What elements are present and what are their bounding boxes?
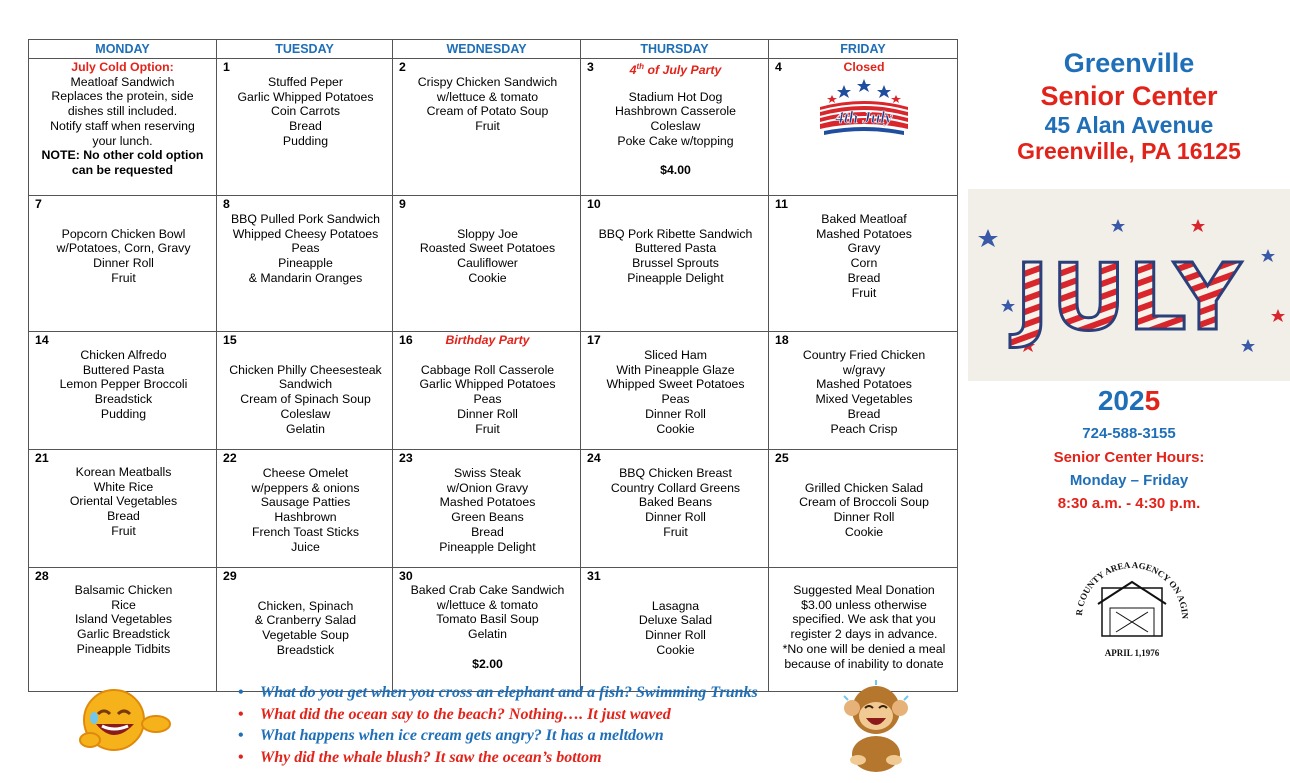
price-label: $2.00 (472, 656, 503, 671)
menu-line: Swiss Steak (454, 466, 521, 480)
menu-line: Coin Carrots (270, 104, 341, 119)
menu-line: Island Vegetables (74, 612, 173, 627)
menu-line: & Mandarin Oranges (248, 270, 363, 285)
day-number: 10 (587, 197, 601, 211)
menu-line: Whipped Sweet Potatoes (606, 377, 745, 392)
menu-line: Korean Meatballs (75, 465, 172, 479)
day-number: 18 (775, 333, 789, 347)
laughing-monkey-icon (836, 676, 916, 776)
menu-line: w/lettuce & tomato (436, 597, 539, 612)
menu-line: Cookie (656, 421, 695, 436)
menu-line: Dinner Roll (833, 510, 895, 525)
day-number: 24 (587, 451, 601, 465)
day-number: 30 (399, 569, 413, 583)
day-cell (393, 450, 581, 568)
menu-line: Cabbage Roll Casserole (420, 362, 555, 377)
donation-line: register 2 days in advance. (790, 627, 938, 642)
donation-line: *No one will be denied a meal (782, 641, 946, 656)
day-number: 9 (399, 197, 406, 211)
menu-line: Pudding (100, 406, 147, 421)
menu-line: Grilled Chicken Salad (804, 480, 924, 495)
joke-item: • What happens when ice cream gets angry? It has a meltdown (236, 725, 758, 747)
menu-line: Breadstick (94, 392, 153, 407)
day-number: 16 (399, 333, 413, 347)
menu-line: Cream of Broccoli Soup (799, 495, 929, 510)
menu-line: Juice (291, 539, 320, 554)
july-banner-image (968, 189, 1290, 381)
menu-line: Dinner Roll (645, 510, 706, 525)
menu-line: Green Beans (451, 510, 524, 525)
menu-line: Cream of Potato Soup (426, 104, 549, 119)
menu-line: BBQ Pulled Pork Sandwich (230, 212, 380, 226)
week-row (29, 196, 958, 332)
menu-line: Country Collard Greens (610, 480, 741, 495)
day-cell (217, 450, 393, 568)
menu-line: dishes still included. (67, 104, 178, 119)
menu-line: Chicken, Spinach (257, 598, 354, 613)
menu-line: Sloppy Joe (457, 226, 518, 241)
menu-line: Tomato Basil Soup (436, 612, 539, 627)
menu-line: Mashed Potatoes (816, 377, 912, 392)
july-banner-text: JULY (1015, 244, 1243, 351)
day-number: 15 (223, 333, 237, 347)
menu-line: Chicken Alfredo (80, 348, 167, 362)
joke-item: • What do you get when you cross an elephant and a fish? Swimming Trunks (236, 682, 758, 704)
day-number: 8 (223, 197, 230, 211)
menu-line: BBQ Pork Ribette Sandwich (598, 226, 753, 241)
laughing-emoji-icon (72, 684, 172, 754)
menu-line: Vegetable Soup (262, 628, 349, 643)
menu-line: Mashed Potatoes (439, 495, 536, 510)
fourth-of-july-badge (814, 77, 914, 139)
menu-line: Popcorn Chicken Bowl (61, 226, 186, 241)
day-cell (581, 568, 769, 692)
day-cell (217, 568, 393, 692)
menu-line: Pineapple Delight (627, 270, 724, 285)
day-number: 4 (775, 60, 782, 74)
menu-line: Bread (847, 270, 881, 285)
day-number: 22 (223, 451, 237, 465)
menu-line: Gelatin (286, 421, 325, 436)
menu-line: Garlic Breadstick (77, 627, 170, 642)
day-cell (581, 196, 769, 332)
jokes-list (236, 682, 758, 768)
menu-line: w/Potatoes, Corn, Gravy (56, 241, 191, 256)
hours-days: Monday – Friday (1069, 472, 1189, 489)
menu-line: Whipped Cheesy Potatoes (232, 226, 379, 241)
day-cell (29, 568, 217, 692)
day-number: 28 (35, 569, 49, 583)
menu-line: Rice (111, 597, 136, 612)
menu-line: & Cranberry Salad (254, 613, 357, 628)
day-cell (581, 450, 769, 568)
week-row (29, 59, 958, 196)
menu-line: Deluxe Salad (638, 613, 713, 628)
day-number: 25 (775, 451, 789, 465)
menu-line: Cheese Omelet (262, 466, 349, 480)
menu-line: Pineapple (278, 256, 333, 271)
menu-line: Dinner Roll (93, 256, 154, 271)
day-cell (769, 196, 958, 332)
menu-line: Hashbrown Casserole (615, 104, 736, 119)
menu-line: Buttered Pasta (634, 241, 717, 256)
menu-line: With Pineapple Glaze (616, 362, 735, 377)
org-subtitle: Senior Center (1040, 81, 1218, 111)
svg-text:MERCER COUNTY AREA AGENCY ON A: R COUNTY AREA AGENCY ON AGIN (1073, 559, 1191, 620)
menu-line: Coleslaw (650, 119, 701, 134)
day-number: 1 (223, 60, 230, 74)
menu-line: Roasted Sweet Potatoes (419, 241, 556, 256)
agency-seal-logo (1064, 548, 1200, 664)
menu-line: Balsamic Chicken (74, 583, 173, 597)
menu-line: Lasagna (651, 598, 700, 613)
cold-option-note: NOTE: No other cold option (41, 148, 204, 163)
day-cell (393, 332, 581, 450)
menu-line: Bread (471, 524, 504, 539)
day-cell (217, 196, 393, 332)
header-monday: MONDAY (29, 40, 217, 59)
week-row (29, 332, 958, 450)
menu-line: Baked Beans (638, 495, 713, 510)
menu-line: Fruit (475, 421, 500, 436)
year: 2025 (1097, 385, 1161, 416)
day-cell (581, 332, 769, 450)
day-cell-cold-option (29, 59, 217, 196)
menu-line: Sliced Ham (644, 348, 707, 362)
menu-line: Garlic Whipped Potatoes (419, 377, 556, 392)
menu-line: Bread (107, 509, 140, 524)
day-cell (29, 332, 217, 450)
hours-label: Senior Center Hours: (1053, 449, 1205, 466)
day-cell (393, 196, 581, 332)
menu-line: Cookie (844, 524, 884, 539)
weekday-header-row (29, 40, 958, 59)
day-cell (769, 59, 958, 196)
seal-date: APRIL 1,1976 (1104, 648, 1160, 658)
donation-info-cell (769, 568, 958, 692)
menu-line: Meatloaf Sandwich (70, 74, 175, 89)
menu-line: Garlic Whipped Potatoes (237, 89, 374, 104)
menu-line: Replaces the protein, side (51, 89, 194, 104)
day-cell (581, 59, 769, 196)
menu-line: Mashed Potatoes (816, 226, 912, 241)
menu-line: Breadstick (276, 642, 335, 657)
phone-number: 724-588-3155 (1082, 425, 1176, 442)
menu-line: Peas (291, 241, 320, 256)
menu-line: your lunch. (92, 133, 153, 148)
menu-line: Cookie (656, 642, 695, 657)
day-number: 2 (399, 60, 406, 74)
donation-line: because of inability to donate (784, 656, 944, 671)
hours-time: 8:30 a.m. - 4:30 p.m. (1057, 495, 1201, 512)
day-cell (769, 450, 958, 568)
org-city: Greenville, PA 16125 (1017, 138, 1241, 164)
menu-line: Fruit (111, 270, 136, 285)
event-label-birthday: Birthday Party (445, 333, 530, 347)
donation-line: Suggested Meal Donation (793, 583, 935, 597)
price-label: $4.00 (660, 163, 691, 178)
menu-line: Peas (661, 392, 690, 407)
day-number: 3 (587, 60, 594, 74)
menu-line: Bread (289, 119, 322, 134)
day-cell (393, 59, 581, 196)
day-cell (217, 332, 393, 450)
menu-line: Lemon Pepper Broccoli (59, 377, 188, 392)
donation-line: $3.00 unless otherwise (801, 597, 927, 612)
menu-line: Stuffed Peper (268, 75, 343, 89)
menu-line: Gravy (847, 241, 881, 256)
day-cell (769, 332, 958, 450)
header-wednesday: WEDNESDAY (393, 40, 581, 59)
menu-line: Sausage Patties (260, 495, 351, 510)
menu-line: w/peppers & onions (251, 480, 360, 495)
cold-option-note: can be requested (71, 162, 174, 177)
menu-line: Peach Crisp (830, 421, 898, 436)
menu-line: Cream of Spinach Soup (240, 392, 371, 407)
menu-line: Sandwich (278, 377, 333, 392)
joke-item: • What did the ocean say to the beach? Nothing…. It just waved (236, 704, 758, 726)
menu-line: Fruit (851, 285, 877, 300)
header-tuesday: TUESDAY (217, 40, 393, 59)
closed-label: Closed (843, 60, 885, 74)
menu-line: Dinner Roll (457, 406, 518, 421)
menu-line: Fruit (475, 119, 500, 134)
menu-line: Pudding (282, 133, 329, 148)
menu-line: w/lettuce & tomato (436, 89, 539, 104)
menu-line: Gelatin (468, 627, 507, 642)
menu-line: Dinner Roll (645, 406, 706, 421)
menu-line: Corn (850, 256, 878, 271)
menu-line: Cookie (468, 270, 507, 285)
donation-line: specified. We ask that you (792, 612, 936, 627)
org-name: Greenville (1063, 48, 1195, 78)
menu-line: Chicken Philly Cheesesteak (229, 362, 382, 377)
menu-line: Stadium Hot Dog (628, 89, 723, 104)
menu-line: Notify staff when reserving (50, 118, 195, 133)
week-row (29, 568, 958, 692)
menu-line: Buttered Pasta (82, 362, 165, 377)
menu-line: Pineapple Delight (439, 539, 536, 554)
menu-line: Baked Meatloaf (821, 212, 907, 226)
menu-line: Mixed Vegetables (815, 392, 913, 407)
badge-text: 4th July (835, 108, 893, 127)
day-number: 29 (223, 569, 237, 583)
day-cell (393, 568, 581, 692)
menu-line: Poke Cake w/topping (617, 133, 734, 148)
menu-line: Dinner Roll (645, 628, 706, 643)
day-number: 21 (35, 451, 49, 465)
menu-line: w/gravy (842, 362, 886, 377)
menu-line: Brussel Sprouts (632, 256, 719, 271)
joke-item: • Why did the whale blush? It saw the ocean’s bottom (236, 747, 758, 769)
menu-line: Fruit (111, 523, 136, 538)
menu-line: BBQ Chicken Breast (619, 466, 732, 480)
day-cell (29, 196, 217, 332)
header-thursday: THURSDAY (581, 40, 769, 59)
menu-line: Baked Crab Cake Sandwich (410, 583, 565, 597)
event-label-july4-party: 4th of July Party (629, 62, 722, 78)
menu-line: Coleslaw (280, 406, 331, 421)
menu-line: Hashbrown (274, 510, 337, 525)
cold-option-title: July Cold Option: (71, 60, 174, 74)
day-number: 7 (35, 197, 42, 211)
day-cell (217, 59, 393, 196)
menu-line: w/Onion Gravy (446, 480, 529, 495)
menu-line: Pineapple Tidbits (76, 641, 171, 656)
menu-line: French Toast Sticks (251, 524, 360, 539)
day-number: 14 (35, 333, 49, 347)
menu-line: Bread (847, 406, 881, 421)
day-number: 23 (399, 451, 413, 465)
org-street: 45 Alan Avenue (1044, 112, 1214, 138)
menu-line: Peas (473, 392, 502, 407)
day-cell (29, 450, 217, 568)
menu-line: Fruit (663, 524, 688, 539)
menu-line: Cauliflower (457, 256, 518, 271)
menu-line: Crispy Chicken Sandwich (417, 75, 558, 89)
day-number: 17 (587, 333, 601, 347)
day-number: 31 (587, 569, 601, 583)
menu-calendar (28, 39, 958, 692)
day-number: 11 (775, 197, 788, 211)
menu-line: White Rice (93, 479, 154, 494)
week-row (29, 450, 958, 568)
menu-line: Oriental Vegetables (69, 494, 178, 509)
header-friday: FRIDAY (769, 40, 958, 59)
menu-line: Country Fried Chicken (802, 348, 926, 362)
